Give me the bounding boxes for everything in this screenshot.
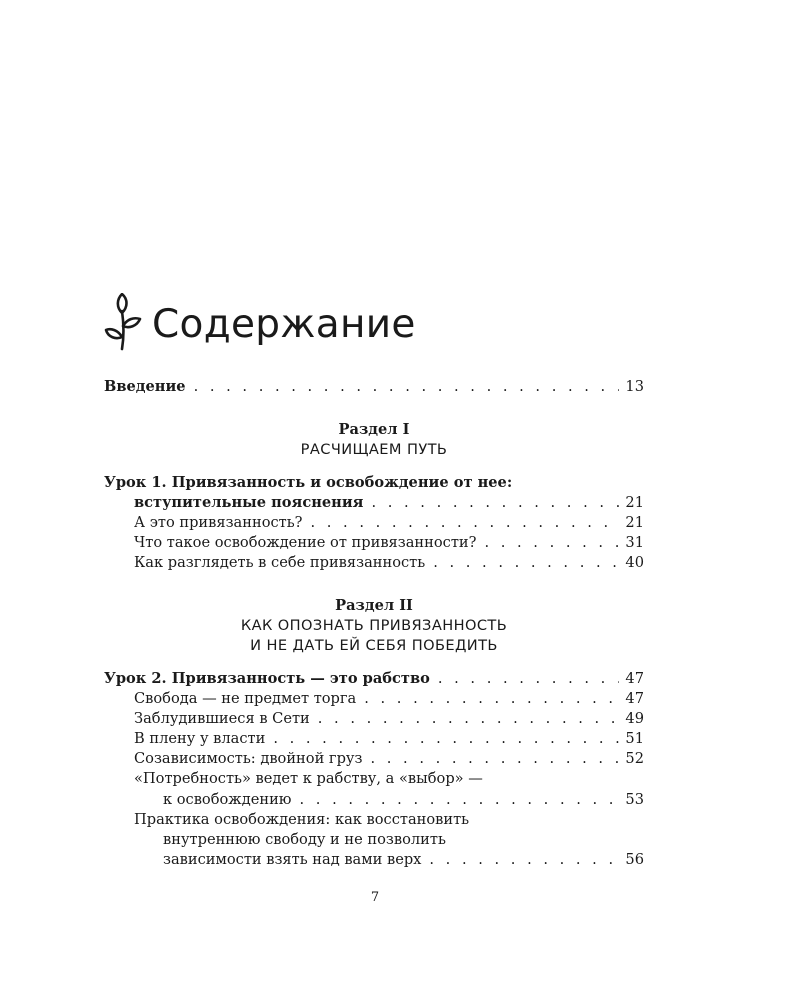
toc-page-number: 47: [625, 670, 644, 687]
page-title: Содержание: [152, 302, 416, 347]
toc-entry-label: «Потребность» ведет к рабству, а «выбор» —: [134, 770, 483, 787]
dot-leader: [484, 533, 619, 553]
toc-entry-label: Созависимость: двойной груз: [134, 750, 363, 767]
toc-page-number: 31: [625, 534, 644, 551]
toc-entry-lesson-2: [104, 669, 644, 689]
toc-entry: [134, 513, 644, 533]
toc-page-number: 21: [625, 494, 644, 511]
toc-entry-label: Урок 2. Привязанность — это рабство: [104, 670, 430, 687]
toc-entry-intro: [104, 377, 644, 397]
toc-entry-label: зависимости взять над вами верх: [163, 851, 422, 868]
toc-entry: [163, 790, 644, 810]
toc-entry-label: Как разглядеть в себе привязанность: [134, 554, 426, 571]
dot-leader: [370, 749, 619, 769]
title-block: [104, 293, 664, 357]
toc-entry-label: В плену у власти: [134, 730, 266, 747]
section-title: И НЕ ДАТЬ ЕЙ СЕБЯ ПОБЕДИТЬ: [250, 637, 498, 654]
page-number: 7: [370, 890, 380, 905]
toc-entry-label: Свобода — не предмет торга: [134, 690, 357, 707]
toc-entry-label: Введение: [104, 378, 186, 395]
toc-page-number: 13: [625, 378, 644, 395]
toc-entry-label: Практика освобождения: как восстановить: [134, 811, 470, 828]
dot-leader: [273, 729, 619, 749]
toc-entry-label: вступительные пояснения: [134, 494, 364, 511]
toc-page-number: 47: [625, 690, 644, 707]
dot-leader: [364, 689, 619, 709]
toc-page-number: 49: [625, 710, 644, 727]
toc-page-number: 53: [625, 791, 644, 808]
dot-leader: [318, 709, 620, 729]
toc-entry-label: к освобождению: [163, 791, 292, 808]
toc-lesson-heading: Урок 1. Привязанность и освобождение от нее:: [104, 474, 513, 491]
toc-page-number: 56: [625, 851, 644, 868]
toc-page-number: 52: [625, 750, 644, 767]
leaf-sprout-icon: [104, 293, 142, 351]
toc-entry-label: А это привязанность?: [134, 514, 303, 531]
dot-leader: [433, 553, 619, 573]
toc-entry-lesson-1: [134, 493, 644, 513]
section-number: Раздел II: [335, 597, 413, 614]
toc-entry: [134, 533, 644, 553]
toc-page-number: 51: [625, 730, 644, 747]
toc-entry: [163, 850, 644, 870]
toc-entry-label: Заблудившиеся в Сети: [134, 710, 310, 727]
toc-entry: [134, 689, 644, 709]
section-title: КАК ОПОЗНАТЬ ПРИВЯЗАННОСТЬ: [240, 617, 508, 634]
toc-entry: [134, 553, 644, 573]
toc-entry-label: внутреннюю свободу и не позволить: [163, 831, 446, 848]
toc-entry: [134, 709, 644, 729]
dot-leader: [311, 513, 620, 533]
dot-leader: [438, 669, 620, 689]
toc-entry: [134, 729, 644, 749]
toc-page-number: 40: [625, 554, 644, 571]
dot-leader: [429, 850, 619, 870]
section-title: РАСЧИЩАЕМ ПУТЬ: [300, 441, 448, 458]
toc-entry: [134, 749, 644, 769]
dot-leader: [300, 790, 620, 810]
dot-leader: [194, 377, 620, 397]
toc-entry-label: Что такое освобождение от привязанности?: [134, 534, 477, 551]
section-number: Раздел I: [338, 421, 410, 438]
dot-leader: [371, 493, 619, 513]
toc-page-number: 21: [625, 514, 644, 531]
